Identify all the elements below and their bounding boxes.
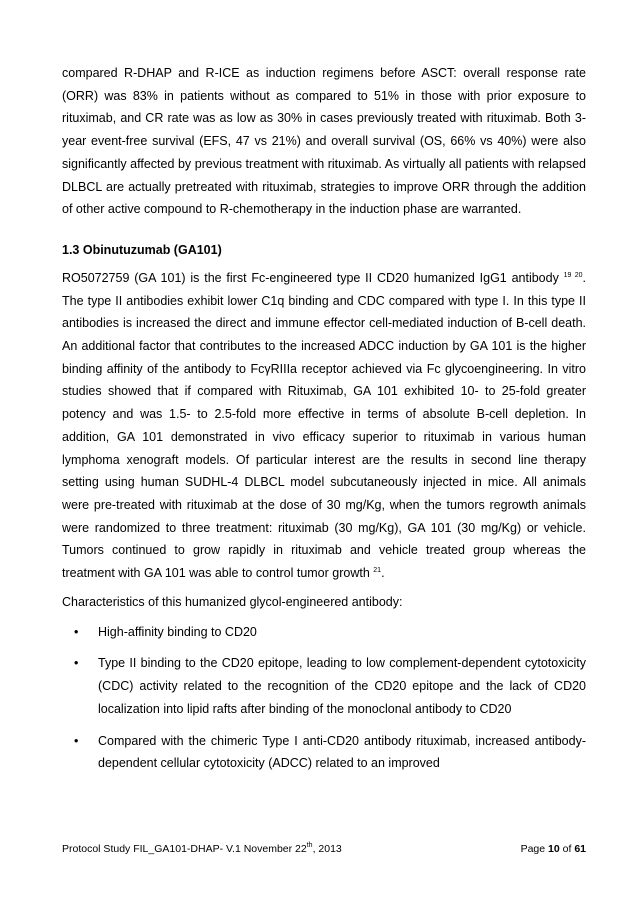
footer-date-sup: th: [306, 842, 313, 849]
list-item: [62, 621, 586, 644]
list-item: [62, 652, 586, 720]
spacer: [62, 221, 586, 239]
current-page: 10: [548, 843, 560, 855]
citation-ref: 19 20: [563, 271, 583, 279]
paragraph-text-cont: . The type II antibodies exhibit lower C1q binding and CDC compared with type I. In this type II antibodies is increased the direct and immune effector cell-mediated induction of B-cell death. An additional factor that contributes to the increased ADCC induction by GA 101 is the higher binding affinity of the antibody to FcγRIIIa receptor achieved via Fc glycoengineering. In vitro studies showed that if compared with Rituximab, GA 101 exhibited 10- to 25-fold greater potency and was 1.5- to 2.5-fold more effective in terms of absolute B-cell depletion. In addition, GA 101 demonstrated in vivo efficacy superior to rituximab in various human lymphoma xenograft models. Of particular interest are the results in second line therapy setting using human SUDHL-4 DLBCL model subcutaneously injected in mice. All animals were pre-treated with rituximab at the dose of 30 mg/Kg, when the tumors regrowth animals were randomized to three treatment: rituximab (30 mg/Kg), GA 101 (30 mg/Kg) or vehicle. Tumors continued to grow rapidly in rituximab and vehicle treated group whereas the treatment with GA 101 was able to control tumor growth: [62, 270, 586, 581]
paragraph-obinutuzumab: [62, 267, 586, 585]
citation-ref-21: 21: [373, 567, 382, 575]
characteristics-list: [62, 621, 586, 775]
total-pages: 61: [574, 843, 586, 855]
list-intro: Characteristics of this humanized glycol-engineered antibody:: [62, 594, 403, 609]
paragraph-text: RO5072759 (GA 101) is the first Fc-engineered type II CD20 humanized IgG1 antibody: [62, 270, 559, 285]
paragraph-rdhap-rice: compared R-DHAP and R-ICE as induction regimens before ASCT: overall response rate (ORR) was 83% in patients without as compared to 51% in those with prior exposure to rituximab, and CR rate was as low as 30% in cases previously treated with rituximab. Both 3-year event-free survival (EFS, 47 vs 21%) and overall survival (OS, 66% vs 40%) were also significantly affected by previous treatment with rituximab. As virtually all patients with relapsed DLBCL are actually pretreated with rituximab, strategies to improve ORR through the addition of other active compound to R-chemotherapy in the induction phase are warranted.: [62, 66, 586, 217]
list-item: [62, 730, 586, 775]
bullet-icon: •: [74, 624, 79, 639]
bullet-icon: •: [74, 733, 79, 748]
footer-year: , 2013: [312, 843, 342, 855]
bullet-icon: •: [74, 656, 79, 671]
page-word: Page: [520, 843, 546, 855]
footer-protocol: [62, 841, 342, 857]
list-item-text: Compared with the chimeric Type I anti-CD20 antibody rituximab, increased antibody-dependent cellular cytotoxicity (ADCC) related to an improved: [98, 733, 586, 771]
section-heading: 1.3 Obinutuzumab (GA101): [62, 242, 222, 257]
list-item-text: High-affinity binding to CD20: [98, 624, 257, 639]
list-item-text: Type II binding to the CD20 epitope, leading to low complement-dependent cytotoxicity (CDC) activity related to the recognition of the CD20 epitope and the lack of CD20 localization into lipid rafts after binding of the monoclonal antibody to CD20: [98, 656, 586, 716]
footer-protocol-text: Protocol Study FIL_GA101-DHAP- V.1 November 22: [62, 843, 307, 855]
of-word: of: [562, 843, 572, 855]
page-footer: [62, 841, 586, 857]
page-content: [62, 62, 586, 784]
paragraph-end: .: [381, 566, 385, 581]
footer-page-number: [521, 841, 586, 857]
